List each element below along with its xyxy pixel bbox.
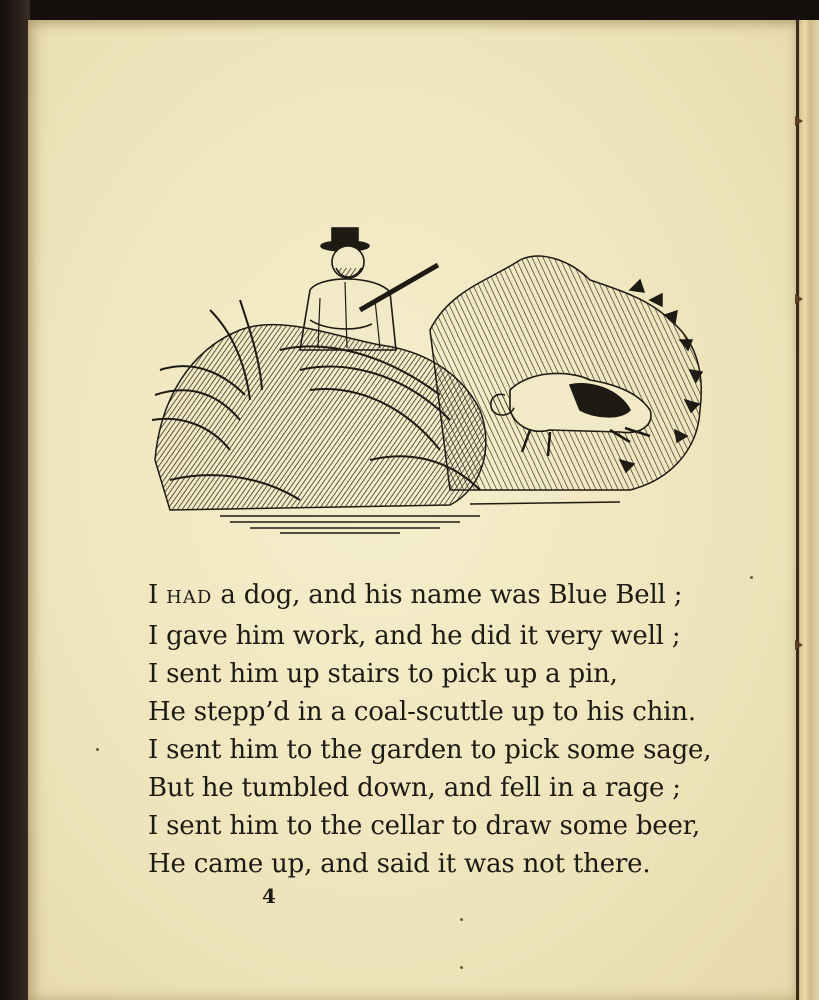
- drop-capital: I: [148, 580, 159, 610]
- poem-line-rest: a dog, and his name was Blue Bell ;: [212, 580, 683, 610]
- paper-speck: [460, 918, 463, 921]
- poem-line: I sent him to the garden to pick some sage,: [148, 735, 712, 765]
- nursery-rhyme-text: [148, 576, 728, 883]
- poem-line: He stepp’d in a coal-scuttle up to his chin.: [148, 697, 696, 727]
- top-shadow: [0, 0, 819, 22]
- page-gutter-line: [796, 20, 799, 1000]
- woodcut-illustration-hunter-and-dog: [150, 220, 710, 540]
- book-cover-edge: [0, 0, 30, 1000]
- poem-line: I gave him work, and he did it very well ;: [148, 621, 681, 651]
- poem-line: I sent him to the cellar to draw some beer,: [148, 811, 701, 841]
- poem-line: He came up, and said it was not there.: [148, 849, 651, 879]
- page-tab-marker: [795, 294, 803, 304]
- poem-line: I sent him up stairs to pick up a pin,: [148, 659, 618, 689]
- page-edges-right: [796, 20, 819, 1000]
- page-tab-marker: [795, 640, 803, 650]
- paper-speck: [460, 966, 463, 969]
- poem-line: [148, 576, 728, 617]
- page-tab-marker: [795, 116, 803, 126]
- paper-speck: [750, 576, 753, 579]
- page-number: 4: [262, 884, 276, 908]
- poem-line: But he tumbled down, and fell in a rage ;: [148, 773, 681, 803]
- paper-speck: [96, 748, 99, 751]
- small-caps-word: HAD: [166, 587, 213, 608]
